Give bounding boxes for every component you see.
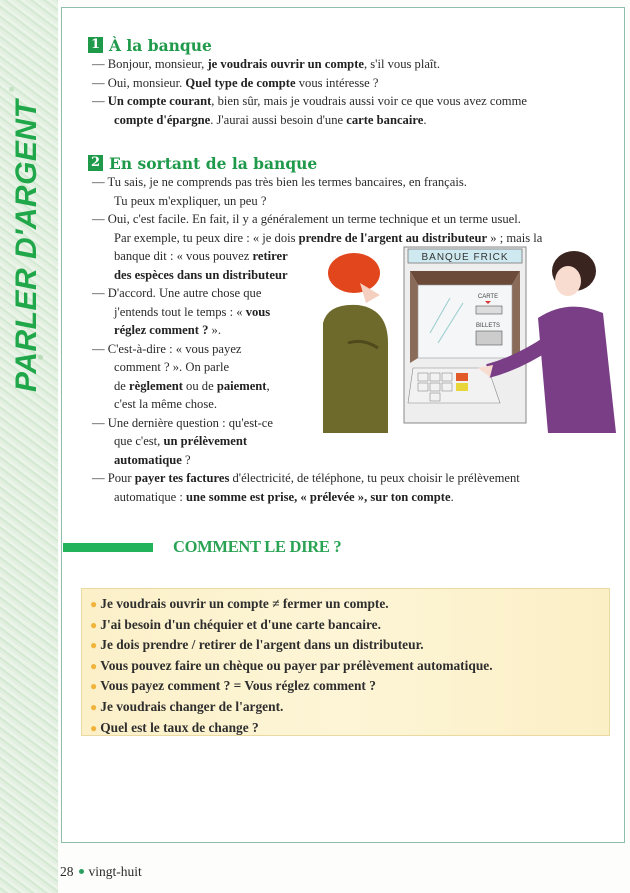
dialogue-line: des espèces dans un distributeur (114, 267, 288, 282)
dialogue-line: — Oui, c'est facile. En fait, il y a généralement un terme technique et un terme usuel. (92, 212, 521, 226)
page-number-words: vingt-huit (88, 864, 142, 879)
phrase-item: ● Vous pouvez faire un chèque ou payer par prélèvement automatique. (90, 657, 493, 673)
dialogue-line: Par exemple, tu peux dire : « je dois prendre de l'argent au distributeur » ; mais la (114, 230, 543, 245)
heading-bar (63, 543, 153, 552)
section-title: À la banque (109, 35, 212, 55)
section-title: En sortant de la banque (109, 153, 318, 173)
phrase-item: ● Quel est le taux de change ? (90, 719, 259, 735)
bullet-icon: ● (90, 720, 98, 735)
dialogue-line: j'entends tout le temps : « vous (114, 304, 271, 319)
dialogue-line: — Pour payer tes factures d'électricité, de téléphone, tu peux choisir le prélèvement (92, 471, 520, 485)
phrase-item: ● J'ai besoin d'un chéquier et d'une carte bancaire. (90, 616, 381, 632)
phrase-item: ● Vous payez comment ? = Vous réglez comment ? (90, 678, 376, 694)
dialogue-line: que c'est, un prélèvement (114, 434, 248, 448)
dialogue-line: compte d'épargne. J'aurai aussi besoin d'une carte bancaire. (114, 112, 427, 127)
atm-sign: BANQUE FRICK (421, 252, 509, 263)
phrase-item: ● Je dois prendre / retirer de l'argent dans un distributeur. (90, 637, 424, 653)
dialogue-line: de règlement ou de paiement, (114, 378, 270, 393)
atm-illustration (318, 243, 616, 433)
dialogue-line: banque dit : « vous pouvez retirer (114, 249, 288, 263)
bills-slot-label: BILLETS (475, 323, 501, 329)
phrase-item: ● Je voudrais ouvrir un compte ≠ fermer un compte. (90, 596, 389, 611)
dialogue-line: automatique : une somme est prise, « prélevée », sur ton compte. (114, 489, 454, 504)
bullet-icon: ● (90, 597, 98, 611)
sidebar-title: PARLER D'ARGENT (10, 99, 43, 392)
page-footer (60, 864, 142, 880)
dialogue-line: — D'accord. Une autre chose que (92, 286, 262, 300)
section-number-badge: 1 (88, 37, 103, 53)
bullet-icon: ● (90, 679, 98, 694)
section-heading (88, 153, 542, 173)
phrase-item: ● Je voudrais changer de l'argent. (90, 698, 284, 714)
phrases-box (81, 588, 610, 736)
comment-le-dire-title: COMMENT LE DIRE ? (173, 537, 342, 556)
dialogue-line: Tu peux m'expliquer, un peu ? (114, 193, 267, 208)
dialogue-line: automatique ? (114, 452, 191, 467)
card-slot-label: CARTE (477, 294, 499, 300)
page-number: 28 (60, 864, 74, 879)
dialogue-lines (88, 55, 527, 129)
section-a-la-banque (88, 35, 527, 129)
bullet-icon: ● (90, 699, 98, 714)
bullet-icon: ● (90, 658, 98, 673)
dot-separator-icon (79, 869, 84, 874)
section-number-badge: 2 (88, 155, 103, 171)
dialogue-line: comment ? ». On parle (114, 360, 230, 374)
section-heading (88, 35, 527, 55)
dialogue-line: réglez comment ? ». (114, 323, 221, 337)
dialogue-line: — Un compte courant, bien sûr, mais je voudrais aussi voir ce que vous avez comme (92, 94, 527, 108)
dialogue-line: — Bonjour, monsieur, je voudrais ouvrir un compte, s'il vous plaît. (92, 57, 441, 71)
sidebar-strip (0, 0, 58, 893)
dialogue-line: — C'est-à-dire : « vous payez (92, 341, 242, 356)
dialogue-line: — Une dernière question : qu'est-ce (92, 415, 273, 430)
bullet-icon: ● (90, 617, 98, 632)
dialogue-line: — Oui, monsieur. Quel type de compte vous intéresse ? (92, 75, 379, 90)
bullet-icon: ● (90, 638, 98, 653)
dialogue-line: c'est la même chose. (114, 397, 217, 411)
comment-le-dire-heading (63, 537, 341, 557)
dialogue-line: — Tu sais, je ne comprends pas très bien les termes bancaires, en français. (92, 175, 467, 189)
